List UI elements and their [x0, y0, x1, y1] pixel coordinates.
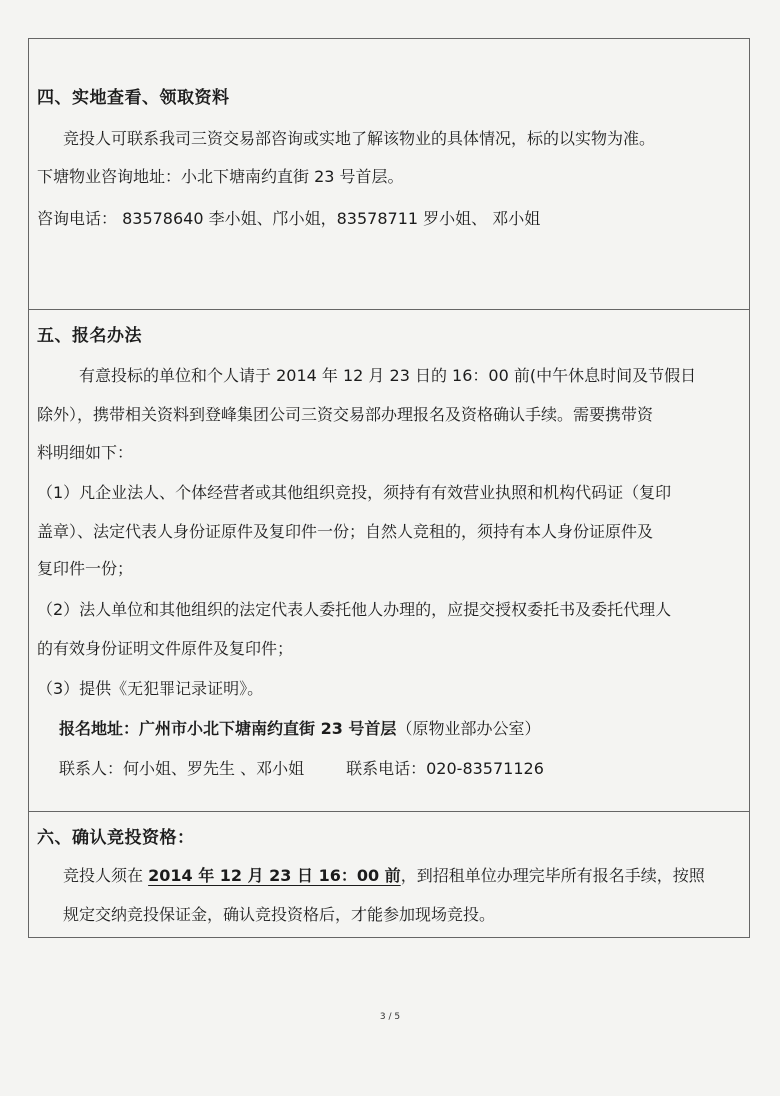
requirement-item-1-line-3: 复印件一份； — [37, 559, 134, 578]
contact-value: 何小姐、罗先生 、邓小姐 — [123, 759, 305, 778]
section-five-title: 五、报名办法 — [37, 326, 142, 346]
section-six-line-1-prefix: 竞投人须在 — [63, 866, 149, 885]
registration-deadline: 2014 年 12 月 23 日 16：00 前 — [148, 866, 401, 885]
requirement-item-1-line-2: 盖章）、法定代表人身份证原件及复印件一份；自然人竞租的，须持有本人身份证原件及 — [37, 522, 654, 541]
contact-line — [59, 756, 544, 779]
section-six-line-2: 规定交纳竞投保证金，确认竞投资格后，才能参加现场竞投。 — [63, 905, 496, 924]
section-four-paragraph-2: 下塘物业咨询地址：小北下塘南约直街 23 号首层。 — [37, 167, 404, 186]
section-five-intro-line-1: 有意投标的单位和个人请于 2014 年 12 月 23 日的 16：00 前(中午休息时间及节假日 — [79, 366, 697, 385]
requirement-item-2-line-2: 的有效身份证明文件原件及复印件； — [37, 639, 294, 658]
section-four-paragraph-1: 竞投人可联系我司三资交易部咨询或实地了解该物业的具体情况，标的以实物为准。 — [63, 129, 656, 148]
section-six-line-1-suffix: ，到招租单位办理完毕所有报名手续，按照 — [400, 866, 705, 885]
requirement-item-2-line-1: （2）法人单位和其他组织的法定代表人委托他人办理的，应提交授权委托书及委托代理人 — [37, 600, 672, 619]
section-six — [29, 811, 749, 939]
section-four-title: 四、实地查看、领取资料 — [37, 88, 230, 108]
section-five — [29, 309, 749, 811]
phone-value: 020-83571126 — [426, 759, 544, 778]
requirement-item-1-line-1: （1）凡企业法人、个体经营者或其他组织竞投，须持有有效营业执照和机构代码证（复印 — [37, 483, 672, 502]
section-four-phone-line: 咨询电话： 83578640 李小姐、邝小姐，83578711 罗小姐、 邓小姐 — [37, 209, 541, 228]
section-five-intro-line-3: 料明细如下： — [37, 443, 134, 462]
registration-address-value: 广州市小北下塘南约直街 23 号首层 — [139, 719, 397, 738]
section-six-line-1 — [63, 863, 705, 886]
section-six-title: 六、确认竞投资格： — [37, 828, 195, 848]
registration-address — [59, 716, 540, 739]
contact-label: 联系人： — [59, 759, 124, 778]
section-four — [29, 39, 749, 309]
phone-label: 联系电话： — [346, 759, 427, 778]
document-frame — [28, 38, 750, 938]
section-five-intro-line-2: 除外），携带相关资料到登峰集团公司三资交易部办理报名及资格确认手续。需要携带资 — [37, 405, 654, 424]
requirement-item-3: （3）提供《无犯罪记录证明》。 — [37, 679, 264, 698]
registration-address-note: （原物业部办公室） — [396, 719, 541, 738]
page-number: 3 / 5 — [379, 1012, 401, 1022]
registration-address-label: 报名地址： — [59, 719, 140, 738]
